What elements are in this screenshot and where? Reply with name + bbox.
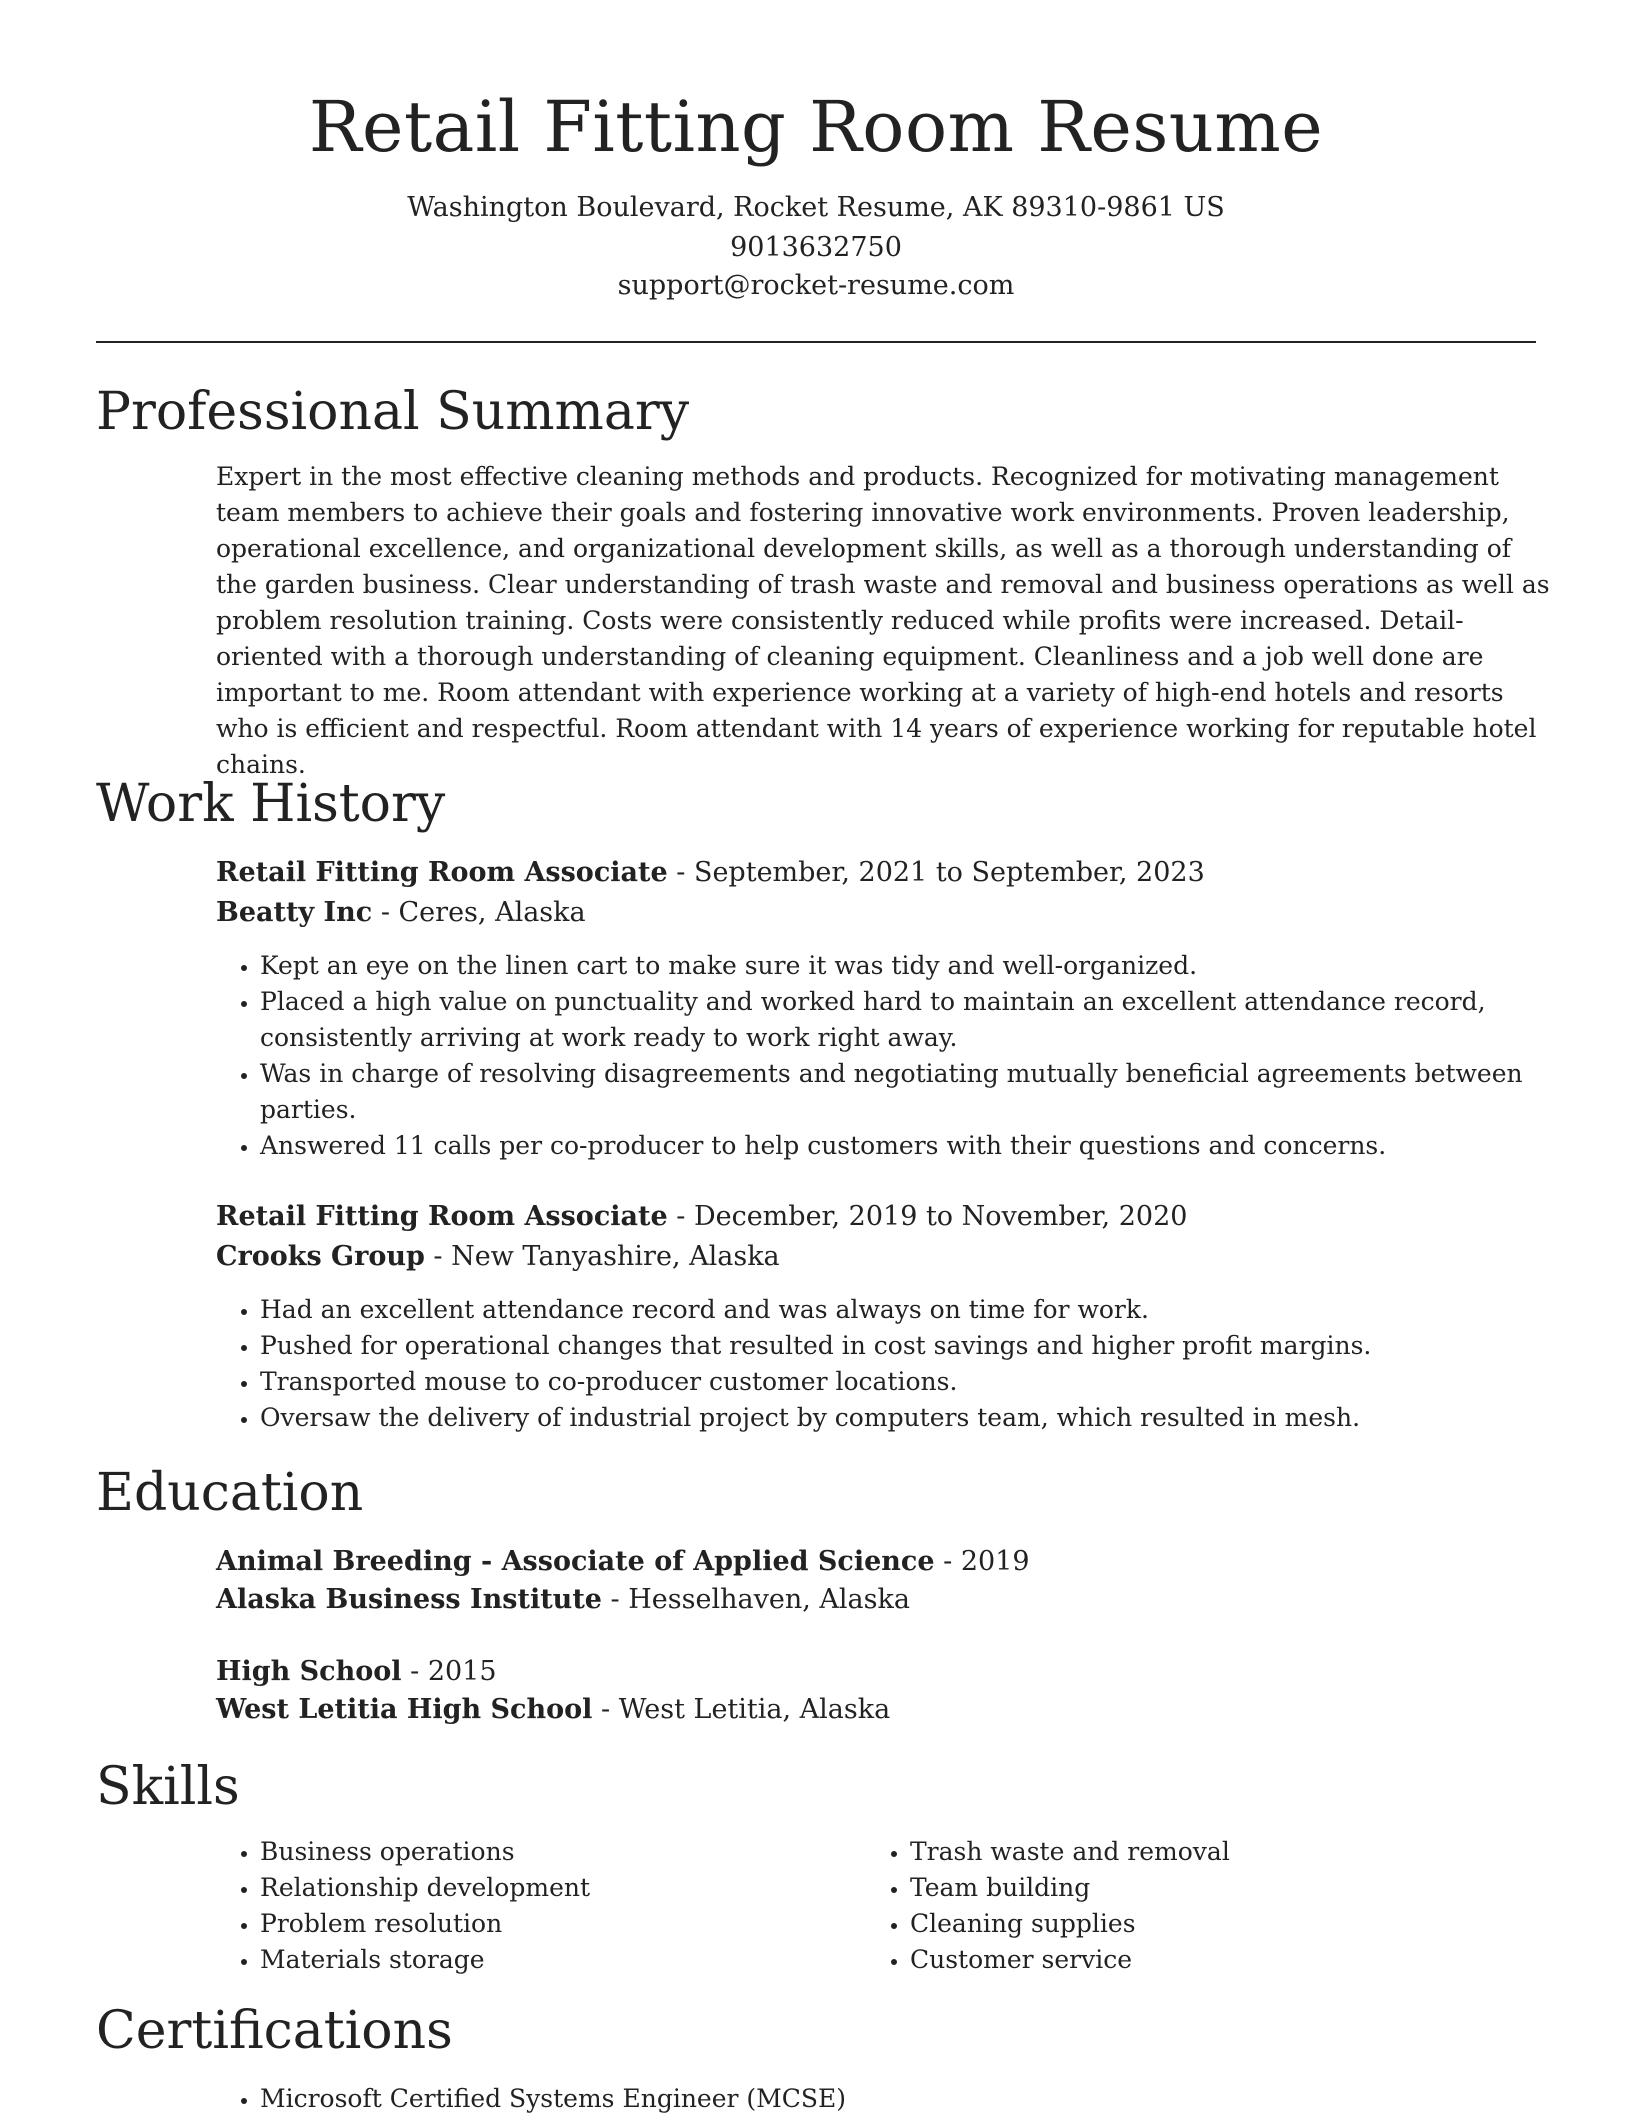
job-position: Retail Fitting Room Associate (216, 1201, 668, 1232)
education-degree-line (216, 1542, 1030, 1582)
contact-email: support@rocket-resume.com (617, 270, 1015, 301)
job-company-line (216, 893, 586, 933)
list-item: • Materials storage (260, 1942, 860, 1978)
list-item: • Pushed for operational changes that resulted in cost savings and higher profit margins. (260, 1328, 1540, 1364)
job-dates: - December, 2019 to November, 2020 (667, 1201, 1188, 1232)
section-title-work-history: Work History (96, 774, 446, 834)
education-location: - Hesselhaven, Alaska (601, 1584, 910, 1615)
section-title-education: Education (96, 1463, 364, 1523)
summary-text: Expert in the most effective cleaning methods and products. Recognized for motivating management team members to achieve their goals and fostering innovative work environments. Proven leadership, operational excellence, and organizational development skills, as well as a thorough understanding of the garden business. Clear understanding of trash waste and removal and business operations as well as problem resolution training. Costs were consistently reduced while profits were increased. Detail-oriented with a thorough understanding of cleaning equipment. Cleanliness and a job well done are important to me. Room attendant with experience working at a variety of high-end hotels and resorts who is efficient and respectful. Room attendant with 14 years of experience working for reputable hotel chains. (216, 462, 1550, 779)
list-item: • Transported mouse to co-producer customer locations. (260, 1364, 1540, 1400)
job-title-line (216, 853, 1205, 893)
education-year: - 2019 (934, 1546, 1030, 1577)
contact-address: Washington Boulevard, Rocket Resume, AK 89310-9861 US (407, 192, 1225, 223)
section-title-certifications: Certifications (96, 2001, 453, 2061)
list-item: • Oversaw the delivery of industrial project by computers team, which resulted in mesh. (260, 1400, 1540, 1436)
list-item: • Had an excellent attendance record and was always on time for work. (260, 1292, 1540, 1328)
section-title-skills: Skills (96, 1757, 240, 1817)
education-school: Alaska Business Institute (216, 1584, 602, 1615)
job-position: Retail Fitting Room Associate (216, 857, 668, 888)
skills-list-left (216, 1834, 860, 1978)
header-divider (96, 341, 1536, 343)
list-item: • Was in charge of resolving disagreements and negotiating mutually beneficial agreements between parties. (260, 1056, 1540, 1128)
education-school-line (216, 1690, 890, 1730)
job-location: - Ceres, Alaska (372, 897, 586, 928)
list-item: • Trash waste and removal (910, 1834, 1510, 1870)
list-item: • Problem resolution (260, 1906, 860, 1942)
section-title-summary: Professional Summary (96, 382, 690, 442)
education-school-line (216, 1580, 910, 1620)
job-duties-list (216, 948, 1540, 1164)
list-item: • Customer service (910, 1942, 1510, 1978)
list-item: • Business operations (260, 1834, 860, 1870)
education-location: - West Letitia, Alaska (592, 1694, 891, 1725)
education-degree: High School (216, 1656, 402, 1687)
job-dates: - September, 2021 to September, 2023 (667, 857, 1205, 888)
resume-title: Retail Fitting Room Resume (308, 86, 1324, 168)
job-title-line (216, 1197, 1187, 1237)
list-item: • Relationship development (260, 1870, 860, 1906)
job-company-line (216, 1237, 780, 1277)
contact-phone: 9013632750 (730, 232, 902, 263)
education-degree: Animal Breeding - Associate of Applied Science (216, 1546, 935, 1577)
job-duties-list (216, 1292, 1540, 1436)
list-item: • Placed a high value on punctuality and worked hard to maintain an excellent attendance record, consistently arriving at work ready to work right away. (260, 984, 1540, 1056)
job-company: Beatty Inc (216, 897, 373, 928)
list-item: • Kept an eye on the linen cart to make sure it was tidy and well-organized. (260, 948, 1540, 984)
list-item: • Team building (910, 1870, 1510, 1906)
list-item: • Microsoft Certified Systems Engineer (MCSE) (260, 2081, 1540, 2117)
list-item: • Answered 11 calls per co-producer to help customers with their questions and concerns. (260, 1128, 1540, 1164)
job-company: Crooks Group (216, 1241, 425, 1272)
skills-list-right (866, 1834, 1510, 1978)
job-location: - New Tanyashire, Alaska (424, 1241, 780, 1272)
education-school: West Letitia High School (216, 1694, 593, 1725)
list-item: • Cleaning supplies (910, 1906, 1510, 1942)
education-degree-line (216, 1652, 497, 1692)
education-year: - 2015 (401, 1656, 497, 1687)
